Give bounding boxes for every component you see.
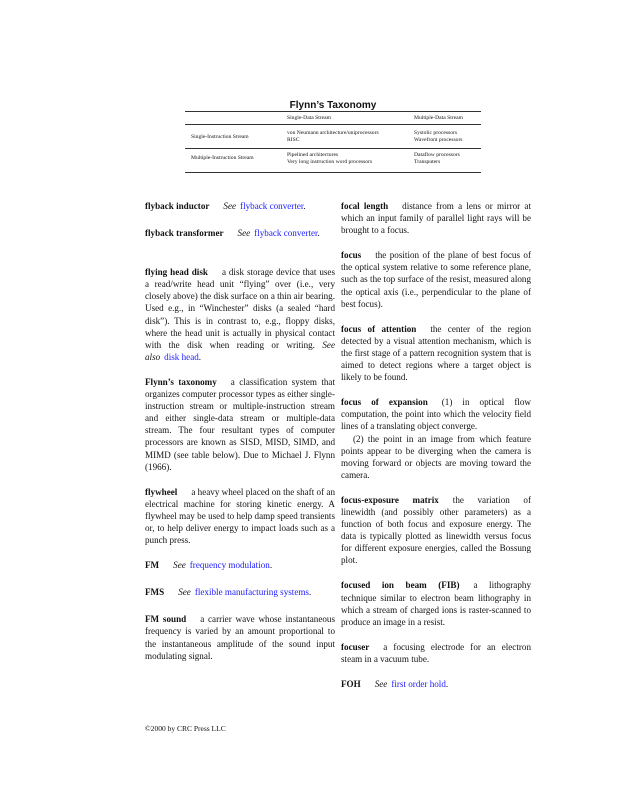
term: FMS <box>145 587 165 598</box>
punct: . <box>445 679 449 689</box>
col-header-single: Single-Data Stream <box>287 115 331 121</box>
see-label: See <box>178 587 191 598</box>
term: flywheel <box>145 486 178 497</box>
xref-link[interactable]: disk head <box>164 351 199 362</box>
see-label: See <box>374 679 388 689</box>
entry-focus-of-attention <box>341 323 531 383</box>
term: focus <box>341 250 362 261</box>
term: focal length <box>341 201 389 211</box>
term: FM <box>145 560 160 571</box>
term: focus-exposure matrix <box>341 494 439 505</box>
definition: the variation of linewidth (and possibly other parameters) as a function of both focus and exposure energy. The data is typically plotted as linewidth versus focus for different exposure energies, called the Bossung plot. <box>341 494 531 566</box>
entry-focus-of-expansion <box>341 396 531 481</box>
table-rule-bottom <box>185 172 481 173</box>
definition: a lithography technique similar to electron beam lithography in which a stream of charged ions is raster-scanned to produce an image in a resist. <box>341 580 531 627</box>
xref-link[interactable]: flyback converter <box>254 228 318 239</box>
cell-sisd-2: RISC <box>287 137 300 143</box>
entry-fm <box>145 559 335 571</box>
xref-link[interactable]: flyback converter <box>240 201 304 211</box>
entry-flynns-taxonomy <box>145 376 335 473</box>
cell-simd-1: Systolic processors <box>414 130 458 136</box>
cell-simd-2: Wavefront processors <box>414 137 463 143</box>
term: flyback inductor <box>145 201 210 211</box>
entry-focal-length <box>341 200 531 236</box>
term: FM sound <box>145 614 187 625</box>
entry-flywheel <box>145 486 335 546</box>
entry-foh <box>341 678 531 690</box>
row-label-mis: Multiple-Instruction Stream <box>191 155 254 161</box>
term: FOH <box>341 679 361 689</box>
copyright-footer: ©2000 by CRC Press LLC <box>145 724 226 733</box>
term: focus of expansion <box>341 397 428 408</box>
xref-link[interactable]: frequency modulation <box>189 560 270 571</box>
punct: . <box>198 351 202 362</box>
cell-misd-1: Pipelined architectures <box>287 152 339 158</box>
table-rule-mid <box>185 148 481 149</box>
punct: . <box>303 201 306 211</box>
term: focused ion beam (FIB) <box>341 580 460 591</box>
definition: distance from a lens or mirror at which an input family of parallel light rays will be brought to a focus. <box>341 201 531 236</box>
definition-part-2: (2) the point in an image from which feature points appear to be diverging when the camera is moving forward or objects are moving toward the camera. <box>341 433 531 480</box>
see-label: See <box>237 228 251 239</box>
cell-sisd-1: von Neumann architecture/uniprocessors <box>287 130 379 136</box>
definition: a disk storage device that uses a read/write head unit “flying” over (i.e., very closely above) the disk surface on a thin air bearing. Used e.g., in “Winchester” disks (a sealed “hard disk”). This is in contrast to, e.g., floppy disks, where the head unit is actually in physical contact with the disk when reading or writing. <box>145 267 335 350</box>
see-label: See also <box>145 339 335 362</box>
term: flying head disk <box>145 267 208 278</box>
definition: the center of the region detected by a visual attention mechanism, which is the first stage of a pattern recognition system that is aimed to detect regions where a target object is likely to be found. <box>341 323 531 383</box>
entry-focus-exposure-matrix <box>341 494 531 567</box>
col-header-multiple: Multiple-Data Stream <box>414 115 463 121</box>
left-column <box>145 200 335 662</box>
definition: a carrier wave whose instantaneous frequency is varied by an amount proportional to the instantaneous amplitude of the sound input modulating signal. <box>145 614 335 661</box>
definition: (1) in optical flow computation, the point into which the velocity field lines of a translating object converge. <box>341 397 531 432</box>
term: flyback transformer <box>145 228 224 239</box>
definition: the position of the plane of best focus of the optical system relative to some reference plane, such as the top surface of the resist, measured along the optical axis (i.e., perpendicular to the plane of best focus). <box>341 250 531 309</box>
punct: . <box>317 228 320 239</box>
entry-focuser <box>341 641 531 665</box>
term: Flynn’s taxonomy <box>145 376 217 387</box>
entry-flyback-inductor <box>145 200 335 212</box>
see-label: See <box>223 201 237 211</box>
term: focus of attention <box>341 323 417 334</box>
table-rule-top <box>185 111 481 112</box>
cell-misd-2: Very long instruction word processors <box>287 159 373 165</box>
entry-fms <box>145 586 335 598</box>
definition: a focusing electrode for an electron steam in a vacuum tube. <box>341 641 531 664</box>
entry-fm-sound <box>145 613 335 661</box>
row-label-sis: Single-Instruction Stream <box>191 134 249 140</box>
xref-link[interactable]: first order hold <box>391 679 446 689</box>
entry-focus <box>341 249 531 309</box>
term: focuser <box>341 641 370 652</box>
right-column <box>341 200 531 690</box>
table-title: Flynn’s Taxonomy <box>289 100 377 111</box>
punct: . <box>269 560 273 571</box>
definition: a heavy wheel placed on the shaft of an electrical machine for storing kinetic energy. A flywheel may be used to help damp speed transients or, to help deliver energy to impact loads such as a punch press. <box>145 486 335 546</box>
cell-mimd-2: Transputers <box>414 159 441 165</box>
entry-flying-head-disk <box>145 266 335 363</box>
entry-flyback-transformer <box>145 227 335 239</box>
see-label: See <box>173 560 186 571</box>
punct: . <box>308 587 312 598</box>
xref-link[interactable]: flexible manufacturing systems <box>194 587 309 598</box>
table-rule-header <box>185 124 481 125</box>
definition: a classification system that organizes computer processor types as either single-instruction stream or multiple-instruction stream and either single-data stream or multiple-data stream. The four resultant types of computer processors are known as SISD, MISD, SIMD, and MIMD (see table below). Due to Michael J. Flynn (1966). <box>145 376 335 472</box>
entry-focused-ion-beam <box>341 579 531 627</box>
cell-mimd-1: Dataflow processors <box>414 152 460 158</box>
